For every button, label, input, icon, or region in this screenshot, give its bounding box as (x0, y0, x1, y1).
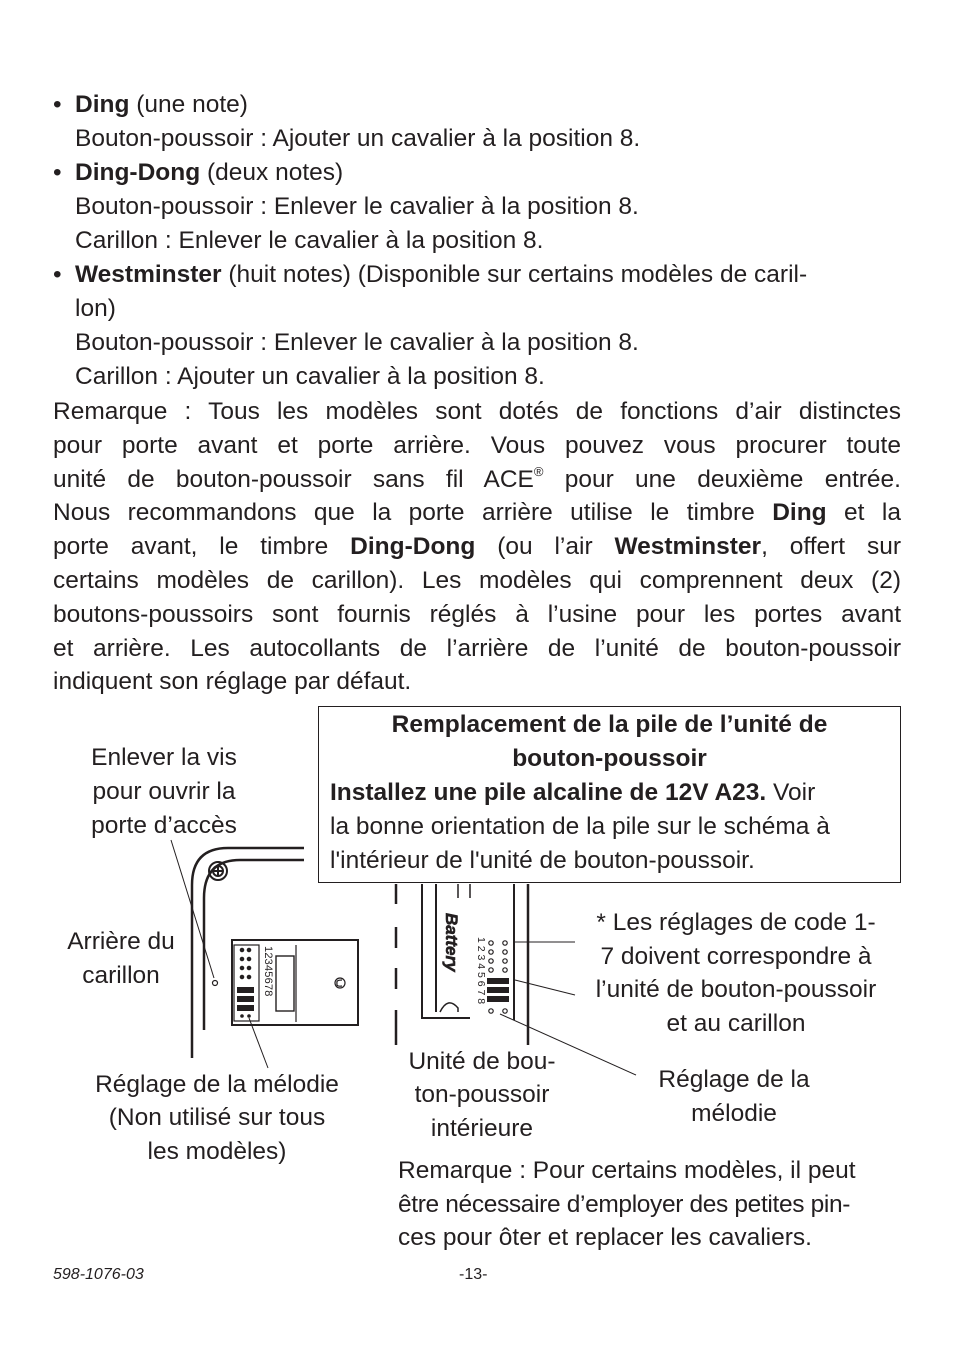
paragraph-line: pour porte avant et porte arrière. Vous pouvez vous procurer toute (53, 432, 901, 459)
caption-line: Arrière du (67, 928, 175, 955)
chime-jumpers (237, 987, 254, 1018)
caption-line: et au carillon (666, 1010, 806, 1037)
bullet-heading: Westminster (huit notes) (Disponible sur certains modèles de caril- (75, 261, 808, 288)
chime-housing (192, 848, 304, 1058)
caption-line: (Non utilisé sur tous (108, 1104, 326, 1131)
caption-line: Réglage de la (658, 1066, 810, 1093)
bullet-heading: Ding-Dong (deux notes) (75, 159, 344, 186)
remark-line: être nécessaire d’employer des petites pin- (398, 1191, 851, 1218)
chime-hole (213, 981, 218, 986)
paragraph-line: indiquent son réglage par défaut. (53, 668, 412, 695)
caption-line: porte d’accès (91, 812, 237, 839)
bullet-line: Carillon : Enlever le cavalier à la position 8. (75, 227, 544, 254)
chime-mark-icon (335, 978, 345, 988)
caption-line: intérieure (430, 1115, 534, 1142)
chime-board (232, 940, 358, 1025)
bullet-line: Bouton-poussoir : Ajouter un cavalier à la position 8. (75, 125, 641, 152)
paragraph-line: Remarque : Tous les modèles sont dotés de fonctions d’air distinctes (53, 398, 901, 425)
document-number: 598-1076-03 (53, 1266, 144, 1283)
paragraph-line: et arrière. Les autocollants de l’arrière de l’unité de bouton-poussoir (53, 635, 901, 662)
box-title: Remplacement de la pile de l’unité de (391, 711, 828, 738)
paragraph-line: boutons-poussoirs sont fournis réglés à l’usine pour les portes avant (53, 601, 901, 628)
button-pin-numbers: 1 2 3 4 5 6 7 8 (475, 937, 487, 1005)
bullet-heading: Ding (une note) (75, 91, 248, 118)
caption-line: carillon (82, 962, 160, 989)
caption-line: Unité de bou- (408, 1048, 556, 1075)
caption-line: l’unité de bouton-poussoir (595, 976, 877, 1003)
battery-replacement-box (318, 706, 901, 883)
paragraph-line: certains modèles de carillon). Les modèles qui comprennent deux (2) (53, 567, 901, 594)
box-line: l'intérieur de l'unité de bouton-poussoir. (330, 847, 755, 874)
caption-line: Enlever la vis (91, 744, 237, 771)
bullet-line: Bouton-poussoir : Enlever le cavalier à la position 8. (75, 329, 639, 356)
caption-line: ton-poussoir (414, 1081, 550, 1108)
button-jumpers (487, 978, 509, 1002)
chime-pins (240, 948, 251, 979)
caption-line: * Les réglages de code 1- (596, 909, 876, 936)
paragraph-line: porte avant, le timbre Ding-Dong (ou l’air Westminster, offert sur (53, 533, 902, 560)
box-line: la bonne orientation de la pile sur le schéma à (330, 813, 830, 840)
caption-line: mélodie (691, 1100, 777, 1127)
bullet-marker: • (53, 261, 62, 288)
bullet-line: Carillon : Ajouter un cavalier à la position 8. (75, 363, 545, 390)
caption-line: 7 doivent correspondre à (600, 943, 872, 970)
bullet-marker: • (53, 159, 62, 186)
chime-pin-numbers: 12345678 (262, 946, 274, 997)
button-unit (396, 884, 528, 1045)
button-pins (489, 941, 507, 1013)
paragraph-line: unité de bouton-poussoir sans fil ACE® pour une deuxième entrée. (53, 464, 901, 493)
box-title: bouton-poussoir (512, 745, 707, 772)
page-number: -13- (459, 1266, 488, 1283)
caption-line: Réglage de la mélodie (95, 1071, 339, 1098)
box-line: Installez une pile alcaline de 12V A23. Voir (330, 779, 816, 806)
caption-line: les modèles) (147, 1138, 287, 1165)
bullet-heading-cont: lon) (75, 295, 116, 322)
battery-label: Battery (442, 913, 461, 972)
remark-line: Remarque : Pour certains modèles, il peut (398, 1157, 856, 1184)
bullet-marker: • (53, 91, 62, 118)
paragraph-line: Nous recommandons que la porte arrière utilise le timbre Ding et la (53, 499, 901, 526)
remark-line: ces pour ôter et replacer les cavaliers. (398, 1224, 812, 1251)
caption-line: pour ouvrir la (92, 778, 236, 805)
bullet-line: Bouton-poussoir : Enlever le cavalier à la position 8. (75, 193, 639, 220)
